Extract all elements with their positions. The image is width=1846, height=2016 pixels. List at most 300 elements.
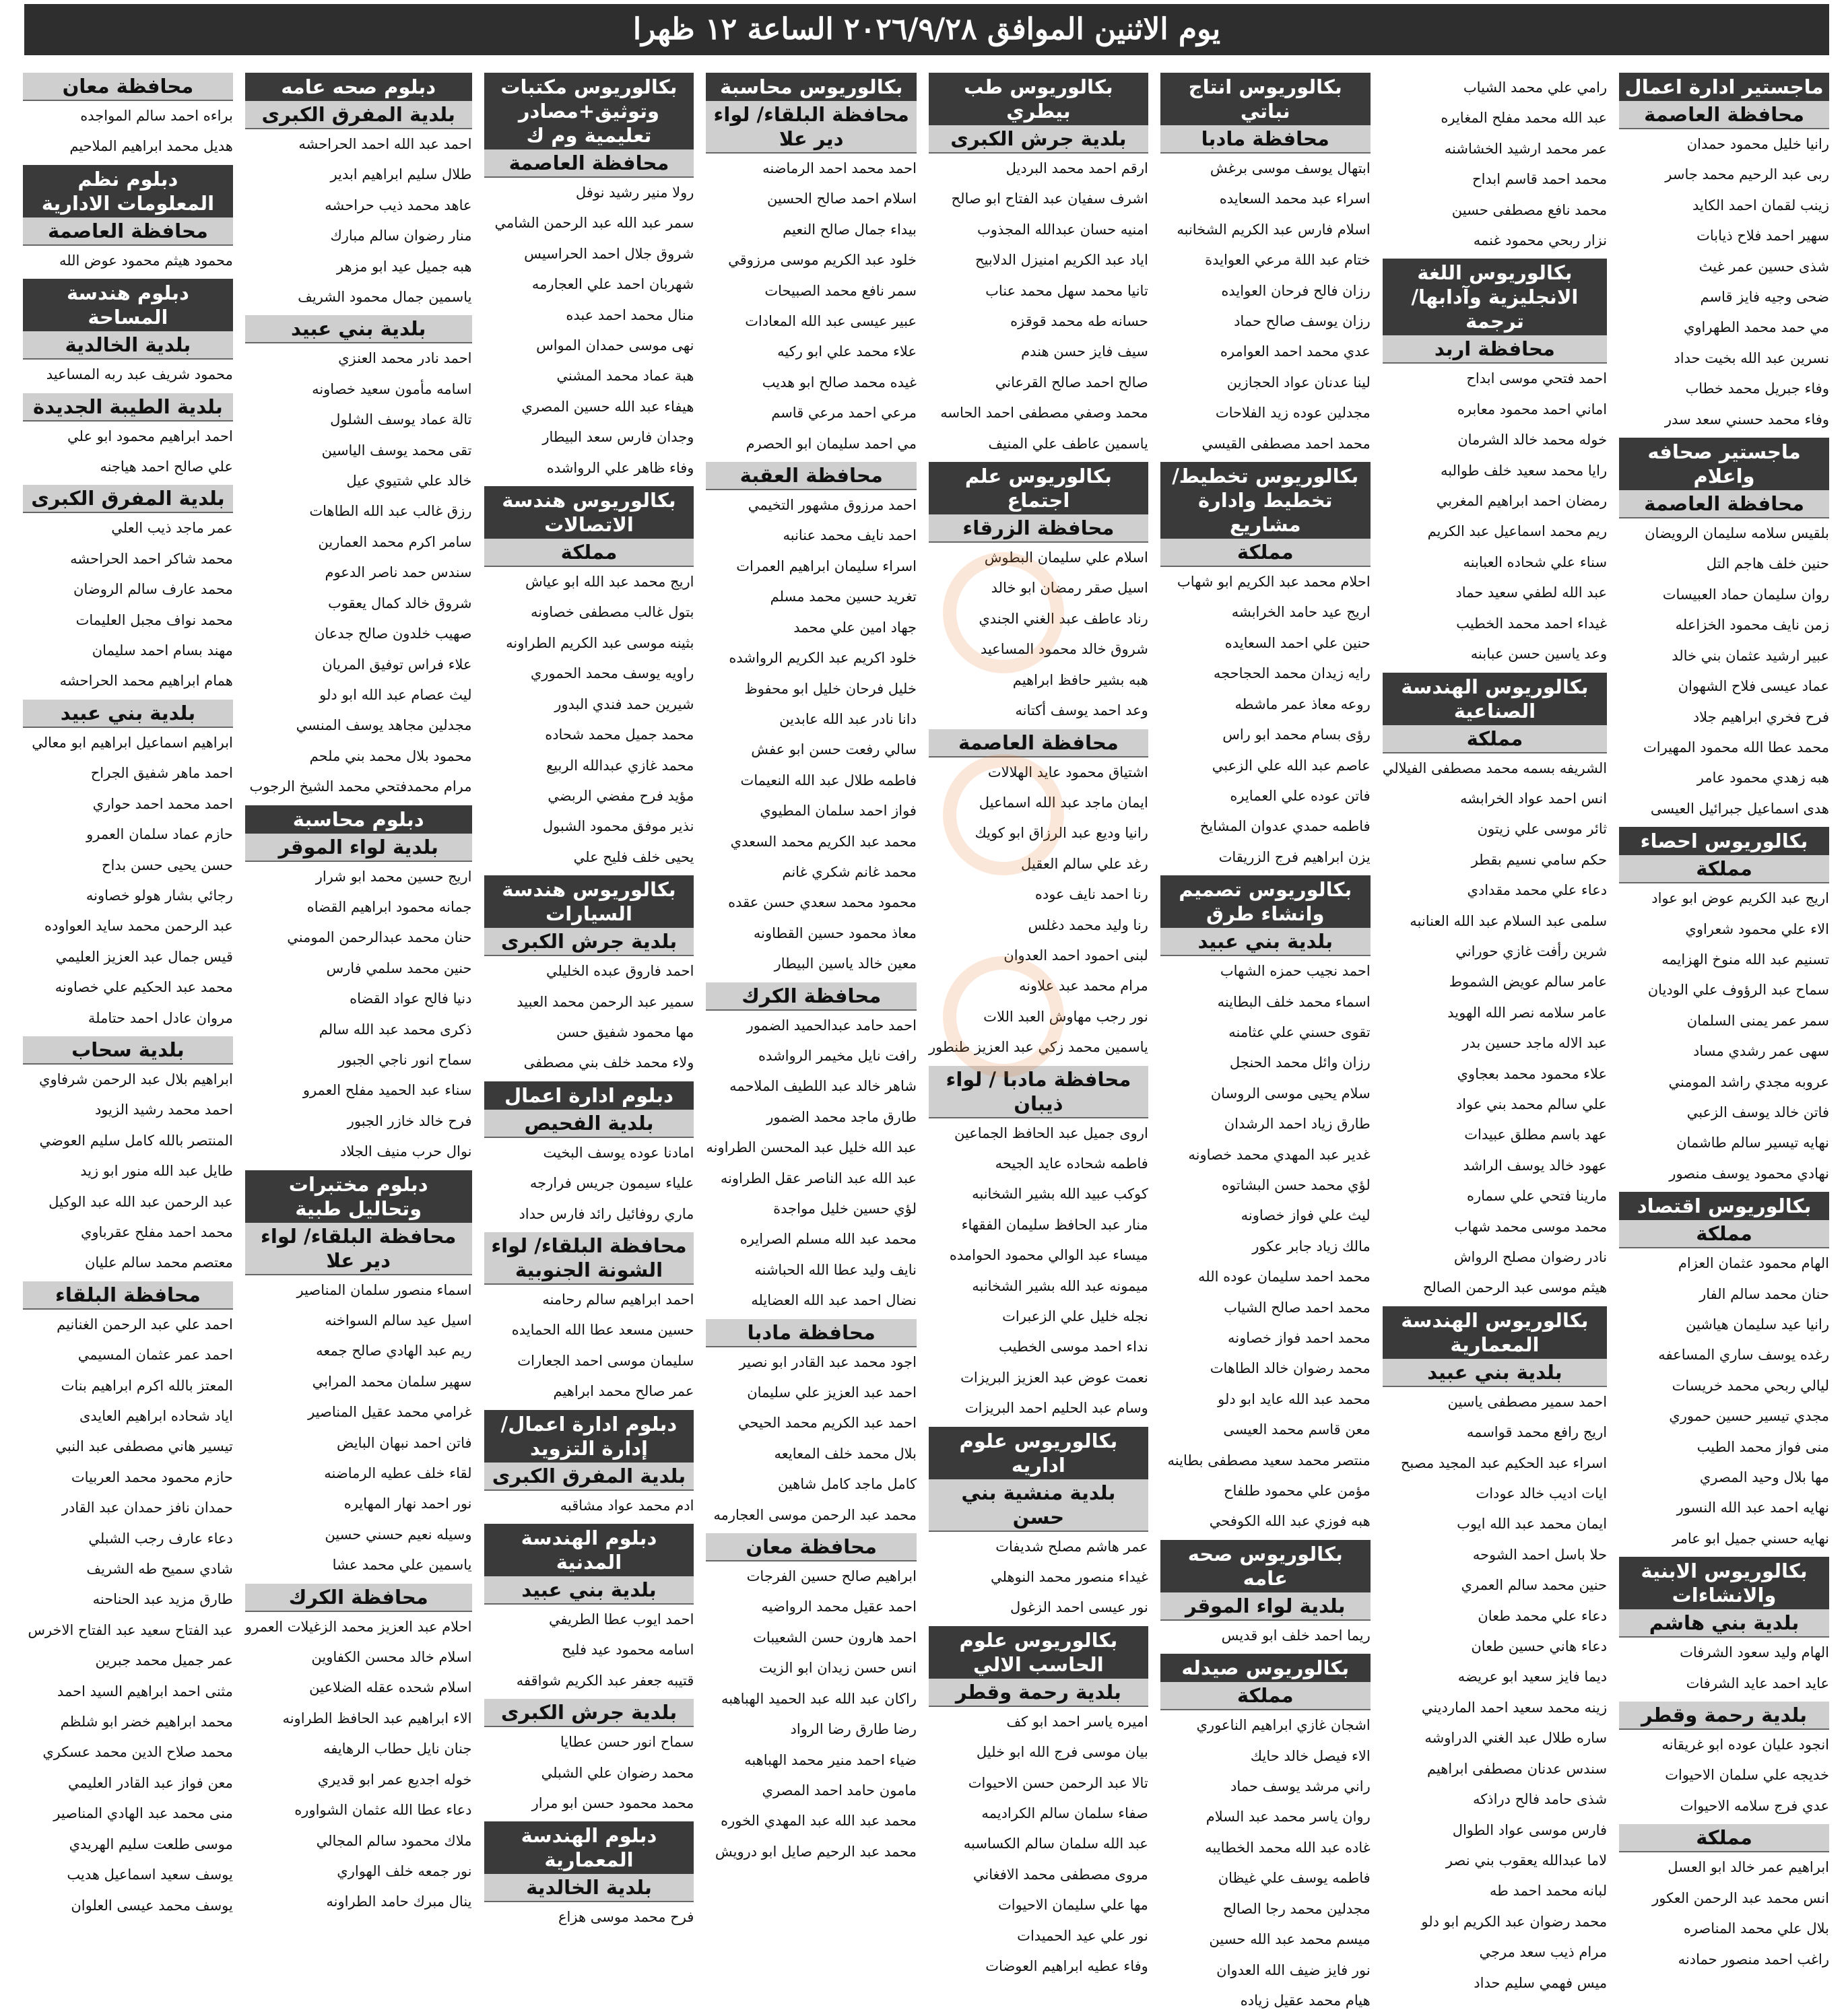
candidate-name: رولا منير رشيد نوفل [575,184,694,201]
candidate-name: شاهر خالد عبد اللطيف الملاحمه [729,1078,917,1095]
candidate-name: سالي رفعت حسن ابو عفش [751,741,917,758]
candidate-name: معاذ محمود حسين القطاونه [753,925,917,941]
candidate-name: اماني احمد محمود معابره [1457,401,1608,417]
candidate-name: اسلام شحده عقله الضلاعين [309,1679,472,1696]
degree-heading: دبلوم نظم المعلومات الادارية [23,165,233,217]
candidate-name: طايل عبد الله منور ابو زيد [80,1163,233,1180]
degree-heading: بكالوريوس احصاء [1619,827,1829,855]
candidate-name: ميساء عبد الوالي محمود الحوامده [949,1247,1148,1264]
candidate-name: محمود محمد سعدي حسن عقده [728,894,917,911]
candidate-name: منال محمد احمد عبده [566,306,694,323]
candidate-name: بثينه موسى عبد الكريم الطراونه [506,634,694,651]
region-heading: مملكة [1383,725,1607,753]
section [484,486,694,873]
candidate-name: رؤى بسام محمد ابو راس [1222,727,1371,743]
degree-heading: بكالوريوس اللغة الانجليزية وآدابها/ ترجمة [1383,259,1607,335]
section [484,1410,694,1521]
degree-heading: بكالوريوس صيدله [1160,1654,1371,1682]
section [23,1036,233,1279]
candidate-name: همام ابراهيم محمد الحراحشه [59,673,233,690]
candidate-name: اجود محمد عبد القادر ابو نصير [739,1353,917,1370]
candidate-name: محمد عارف سالم الروضان [73,581,233,598]
candidate-name: محمد عبد الله عايد ابو دلو [1218,1390,1371,1407]
degree-heading: دبلوم الهندسة المعمارية [484,1821,694,1874]
candidate-name: صالح احمد صالح القرعاني [995,374,1148,391]
candidate-name: ربى عبد الرحيم محمد جاسر [1665,166,1829,183]
degree-heading: بكالوريوس صحه عامه [1160,1540,1371,1592]
candidate-name: روان ياسر محمد عبد السلام [1206,1809,1371,1825]
candidate-name: حازم عماد سلمان العمرو [86,826,233,843]
region-heading: محافظة معان [706,1533,917,1561]
candidate-name: نذير موفق محمود الشبول [542,818,694,835]
candidate-name: وفاء جبريل محمد خطاب [1685,380,1829,397]
section [1160,462,1371,873]
region-heading: بلدية المفرق الكبرى [23,485,233,513]
candidate-name: راني مرشد يوسف حماد [1230,1778,1371,1795]
region-heading: محافظة مادبا [1160,125,1371,154]
degree-heading: بكالوريوس الهندسة المعمارية [1383,1306,1607,1359]
candidate-name: زينب لقمان احمد الكايد [1692,197,1829,213]
candidate-name: لؤي محمد حسن البشاتوه [1221,1176,1371,1193]
candidate-name: سمر عبد الله عبد الرحمن الشامي [494,215,694,232]
section [929,73,1148,459]
candidate-name: المعتز بالله اكرم ابراهيم بنات [61,1377,233,1394]
column-3 [1158,73,1373,2009]
candidate-name: براءه احمد سالم المواجده [80,108,233,124]
region-heading: بلدية سحاب [23,1036,233,1065]
candidate-name: رمضان احمد ابراهيم المغربي [1436,493,1608,510]
candidate-name: سمر نافع محمد الصبيحات [764,282,917,299]
region-heading: محافظة البلقاء/ لواء دير علا [245,1223,472,1275]
candidate-name: الاء فيصل خالد حايك [1250,1747,1371,1764]
candidate-name: حنين محمد سلمي فارس [326,960,472,976]
candidate-name: بتول غالب مصطفى خصاونه [531,604,694,621]
candidate-name: عبد الرحمن محمد سايد العواوده [44,918,233,935]
section [1619,1192,1829,1554]
candidate-name: عروبه مجدي راشد المومني [1668,1073,1829,1090]
candidate-name: علاء فراس توفيق المريان [322,656,472,673]
candidate-name: اسماء محمد خلف البطاينه [1217,993,1371,1010]
candidate-name: اريج حسين محمد ابو شرار [315,868,472,885]
candidate-name: فاطمه طلال عبد الله النعيمات [740,772,917,788]
candidate-name: سندس عدنان مصطفى ابراهيم [1426,1760,1608,1777]
candidate-name: شروق خالد محمود المساعيد [980,641,1148,658]
candidate-name: ميس فهمي سليم حداد [1474,1974,1608,1991]
section [245,73,472,312]
candidate-name: هيثم موسى عبد الرحمن الصالح [1422,1279,1608,1296]
region-heading: بلدية منشية بني حسن [929,1479,1148,1532]
candidate-name: محمود بلال محمد بني ملحم [309,747,472,764]
candidate-name: سهى عمر رشدي مساد [1693,1043,1829,1060]
candidate-name: دانا نادر عبد الله عابدين [779,710,917,727]
region-heading: محافظة العاصمة [484,149,694,178]
candidate-name: خلود عبد الكريم موسى مرزوقي [728,252,917,269]
region-heading: محافظة العقبة [706,462,917,490]
section [245,1584,472,1918]
region-heading: بلدية بني عبيد [1383,1359,1607,1387]
section [484,1081,694,1230]
candidate-name: معن قاسم محمد العيسى [1223,1421,1371,1438]
region-heading: مملكة [1619,855,1829,883]
candidate-name: يوسف سعيد اسماعيل هديب [67,1867,233,1883]
candidate-name: فواز احمد سلمان المطيوي [760,803,917,819]
candidate-name: علاء محمود محمد بعجاوي [1457,1065,1608,1082]
candidate-name: تالا عبد الرحمن حسن الاحيوات [968,1774,1148,1791]
section [929,1626,1148,1982]
candidate-name: عمر ماجد ذيب العلي [111,520,233,537]
region-heading: محافظة العاصمة [23,217,233,246]
candidate-name: قيس جمال عبد العزيز العليمي [55,948,233,965]
section [23,165,233,276]
candidate-name: احمد عمر عثمان المسيمي [77,1347,233,1364]
candidate-name: احمد ايوب عطا الطريفي [548,1611,694,1627]
candidate-name: نوال حرب منيف الجلاد [340,1143,472,1160]
candidate-name: نجله خليل علي الزعبرات [1002,1308,1148,1324]
region-heading: بلدية الخالدية [23,331,233,360]
candidate-name: احمد سمير مصطفى ياسين [1447,1393,1608,1410]
candidate-name: فرح خالد خازر الجبور [347,1112,472,1129]
degree-heading: بكالوريوس الابنية والانشاءات [1619,1557,1829,1609]
candidate-name: ياسمين عاطف علي المنيف [988,435,1148,452]
candidate-name: امنيه حسان عبدالله المجذوب [977,221,1148,238]
candidate-name: قتيبه جعفر عبد الكريم شواقفه [516,1672,694,1689]
candidate-name: اياد عبد الكريم امنيزل الدلابيح [975,252,1148,269]
candidate-name: اريج محمد عبد الله ابو عياش [525,574,694,591]
candidate-name: عماد عيسى فلاح الشهوان [1678,678,1829,695]
candidate-name: ياسمين جمال محمود الشريف [298,289,472,306]
candidate-name: عمر صالح محمد ابراهيم [553,1383,694,1400]
candidate-name: انس محمد عبد الرحمن العكور [1652,1889,1829,1906]
candidate-name: ملاك محمود سالم المجالي [316,1832,472,1849]
candidate-name: مجدلين محمد رجا الصالح [1222,1900,1371,1917]
candidate-name: هبه زهدي محمود عامر [1696,770,1829,786]
candidate-name: احلام عبد العزيز محمد الزغيلات العمرو [244,1618,472,1635]
candidate-name: بيداء جمال صالح النعيم [783,221,917,238]
candidate-name: ايمان ماجد عبد الله اسماعيل [979,794,1148,811]
candidate-name: محمد عبد الله مسلم الصرايره [739,1231,917,1248]
candidate-name: عدي فرج سلامه الاحيوات [1680,1797,1829,1814]
candidate-name: اريج عيد حامد الخرابشه [1231,604,1371,621]
candidate-name: اريج عبد الكريم عوض ابو عواد [1651,890,1829,907]
degree-heading: بكالوريوس علم اجتماع [929,462,1148,514]
column-6 [482,73,697,1926]
candidate-name: محمد موسى محمد شهاب [1454,1218,1608,1235]
candidate-name: سندس حمد ناصر الدعوم [325,564,472,581]
candidate-name: احمد محمد احمد حواري [92,795,233,812]
candidate-name: اميره ياسر احمد ابو كف [1006,1713,1148,1730]
candidate-name: عبد الاله ماجد حسين بدر [1462,1035,1608,1052]
candidate-name: مؤمن علي محمود طلفاح [1223,1483,1371,1500]
region-heading: محافظة العاصمة [1619,101,1829,129]
candidate-name: نور عيسى احمد الزغول [1010,1599,1148,1616]
candidate-name: مرام محمدفتحي محمد الشيخ الرجوب [249,778,472,795]
degree-heading: بكالوريوس هندسة السيارات [484,875,694,928]
candidate-name: روعه معاذ عمر ماشطه [1234,696,1371,712]
candidate-name: احمد فتحي موسى ابداح [1466,370,1608,387]
candidate-name: محمد عبد الرحيم صايل ابو درويش [715,1843,917,1860]
candidate-name: علياء سيمون جريس فرارجه [529,1175,694,1192]
candidate-name: هبه فوزي عبد الله الكوفحي [1209,1513,1371,1530]
candidate-name: محمد عبد الله عبد المهدي الخوره [721,1813,917,1829]
section [245,315,472,802]
region-heading: محافظة العاصمة [929,729,1148,758]
section [484,1524,694,1696]
candidate-name: رزق غالب عبد الله الطاهات [309,503,472,520]
candidate-name: مرام ذيب سعد مرجي [1479,1944,1608,1961]
candidate-name: ينال مبرك حامد الطراونه [326,1893,472,1910]
region-heading: مملكة [1619,1824,1829,1852]
candidate-name: هبه جميل عيد ابو مزهر [336,258,472,275]
candidate-name: نضال احمد عبد الله العضايله [751,1292,917,1309]
candidate-name: مالك زياد جابر عكور [1252,1238,1371,1254]
candidate-name: احمد عقيل محمد الرواضيه [761,1599,917,1615]
candidate-name: ايمان محمد عبد الله ايوب [1457,1516,1608,1533]
candidate-name: ابراهيم اسماعيل ابراهيم ابو معالي [32,734,233,751]
candidate-name: اشتياق محمود عايد الهلالات [987,764,1148,780]
candidate-name: غيده محمد صالح ابو هديب [762,374,917,391]
candidate-name: اروى جميل عبد الحافظ الجماعين [954,1124,1148,1141]
candidate-name: غيداء احمد محمد الخطيب [1456,615,1608,632]
candidate-name: سلمى عبد السلام عبد الله العنانبه [1410,912,1608,929]
candidate-name: روان سليمان حماد العبيسات [1662,586,1829,603]
region-heading: بلدية المفرق الكبرى [484,1463,694,1491]
candidate-name: عاصم عبد الله علي الزعبي [1212,757,1371,774]
candidate-name: حازم محمود محمد العربيات [71,1469,233,1485]
candidate-name: الاء ابراهيم عبد الحافظ الطراونه [282,1710,472,1726]
candidate-name: اسامه محمود عيد فليح [562,1642,694,1658]
region-heading: بلدية جرش الكبرى [484,1699,694,1727]
candidate-name: بلقيس سلامه سليمان الرويضان [1645,525,1829,542]
candidate-name: حنين محمد سالم العمري [1461,1577,1608,1594]
candidate-name: حسين مسعد عطا الله الحمايده [511,1322,694,1339]
candidate-name: فرح محمد موسى هزاع [558,1909,694,1926]
candidate-name: ثائر موسى علي زيتون [1477,821,1608,838]
degree-heading: دبلوم الهندسة المدنية [484,1524,694,1576]
candidate-name: ابراهيم بلال عبد الرحمن شرفاوي [39,1071,233,1087]
degree-heading: بكالوريوس علوم اداريه [929,1427,1148,1479]
candidate-name: تغريد حسين محمد مسلم [770,589,917,605]
candidate-name: مجدلين مجاهد يوسف المنسي [296,717,472,734]
candidate-name: لؤي حسين خليل مواجدة [773,1201,917,1217]
section [1383,259,1607,669]
region-heading: محافظة العاصمة [1619,490,1829,518]
candidate-name: رانيا عيد سليمان هياشين [1685,1316,1829,1333]
candidate-name: وعد ياسين حسن عبابنه [1470,646,1608,663]
section [1160,1654,1371,2016]
candidate-name: نور رجب مهاوش العبد اللات [983,1008,1148,1025]
section [929,729,1148,1063]
candidate-name: محمد رضوان خالد الطاهات [1210,1360,1371,1377]
candidate-name: محمد عبد الرحمن موسى العجارمه [713,1506,917,1523]
candidate-name: نهايه احمد عبد الله النسور [1676,1500,1829,1516]
candidate-name: شيرين حمد فندي البدور [554,696,694,712]
degree-heading: دبلوم ادارة اعمال [484,1081,694,1110]
candidate-name: كامل ماجد كامل شاهين [777,1476,917,1493]
degree-heading: بكالوريوس علوم الحاسب الالي [929,1626,1148,1679]
candidate-name: اسلام علي سليمان البطوش [984,549,1148,566]
degree-heading: بكالوريوس محاسبة [706,73,917,101]
candidate-name: غيداء منصور محمد النوهلي [991,1569,1148,1586]
section [484,1232,694,1407]
region-heading: بلدية لواء الموقر [245,834,472,862]
candidate-name: محمد محمود حسن ابو مرار [531,1795,694,1812]
candidate-name: خديجه علي سلمان الاحيوات [1665,1767,1829,1784]
candidate-name: اسراء سليمان ابراهيم العمرات [736,558,917,574]
candidate-name: عبير عيسى عبد الله المعادات [745,313,917,330]
candidate-name: احمد محمد رشيد الزيود [94,1102,233,1118]
degree-heading: بكالوريوس طب بيطري [929,73,1148,125]
candidate-name: تقى محمد يوسف الياسين [321,442,472,459]
candidate-name: كوكب عبيد الله بشير الشخانبه [972,1186,1148,1203]
section [23,1281,233,1921]
candidate-name: محمد عبد الحكيم علي خصاونه [55,979,233,996]
candidate-name: شذى حسين عمر غيث [1699,258,1829,275]
candidate-name: انس حسن زيدان ابو الزيت [759,1660,917,1677]
candidate-name: نزار ربحي محمود غنمه [1473,232,1608,249]
region-heading: بلدية بني عبيد [23,700,233,728]
candidate-name: محمد عبد الكريم محمد السعدي [730,833,917,850]
candidate-name: انس احمد عواد الخرابشه [1460,790,1608,807]
region-heading: بلدية بني عبيد [1160,928,1371,956]
candidate-name: اسيل صقر رمضان ابو خالد [991,580,1148,597]
candidate-name: فاطمه يوسف علي غيظان [1218,1870,1371,1887]
candidate-name: جهاد امين علي محمد [793,619,917,636]
candidate-name: احمد نادر محمد العنزي [338,350,472,367]
candidate-name: المنتصر بالله كامل سليم العوضي [39,1132,233,1149]
candidate-name: حنين خلف هاجم التل [1706,556,1829,572]
degree-heading: دبلوم مختبرات وتحاليل طبية [245,1170,472,1223]
candidate-name: ميمونه عبد الله بشير الشخانبه [972,1277,1148,1294]
region-heading: محافظة البلقاء/ لواء دير علا [706,101,917,154]
region-heading: بلدية جرش الكبرى [929,125,1148,154]
candidate-name: رغد علي سالم العقيل [1021,855,1148,872]
candidate-name: صهيب خلدون صالح جدعان [314,626,472,642]
candidate-name: عاهد محمد ذيب حراحشه [325,197,472,213]
candidate-name: علي صالح احمد هياجنه [100,459,233,475]
candidate-name: ليالي ربحي محمد خريسات [1672,1377,1829,1394]
column-8 [20,73,236,1914]
candidate-name: بيان موسى فرج الله ابو خليل [976,1744,1148,1761]
candidate-name: سهير احمد فلاح ذيابات [1696,228,1829,244]
candidate-name: عايد احمد عايد الشرفات [1686,1675,1829,1691]
candidate-name: رناد عاطف عبد الغني الجندي [979,610,1148,627]
candidate-name: رامي علي محمد الشياب [1463,79,1608,96]
section [23,393,233,483]
column-2 [1380,73,1610,1991]
candidate-name: سماح انور ناجي الجبور [338,1051,472,1068]
section [1160,875,1371,1537]
candidate-name: احمد عبد الله احمد الحراحشه [298,136,472,152]
candidate-name: اسلام احمد صالح الحسين [766,191,917,207]
degree-heading: ماجستير ادارة اعمال [1619,73,1829,101]
candidate-name: وسام عبد الحليم احمد البريزات [964,1400,1148,1417]
candidate-name: احمد عبد العزيز علي سليمان [747,1384,917,1401]
candidate-name: عهد باسم مطلق عبيدات [1464,1127,1608,1143]
candidate-name: مرعي احمد مرعي قاسم [771,405,917,422]
degree-heading: بكالوريوس انتاج نباتي [1160,73,1371,125]
candidate-name: شذى حامد فالح دراذكه [1473,1791,1608,1808]
section [1619,1702,1829,1821]
candidate-name: محمد غازي عبدالله الربيع [546,757,694,774]
candidate-name: موسى طلعت سليم الهريدي [69,1836,233,1852]
region-heading: بلدية رحمة وقطر [929,1679,1148,1707]
candidate-name: احمد نايف محمد عنانبه [783,527,917,544]
section [1619,73,1829,435]
candidate-name: اسلام فارس عبد الكريم الشخانبه [1177,221,1371,238]
candidate-name: محمد نافع مصطفى حسين [1451,201,1608,218]
candidate-name: رانيا وديع عبد الرزاق ابو كويك [975,825,1148,842]
candidate-name: سليمان موسى احمد الجعارات [517,1352,694,1369]
degree-heading: دبلوم ادارة اعمال/ إدارة التزويد [484,1410,694,1463]
region-heading: محافظة مادبا / لواء ذيبان [929,1066,1148,1118]
candidate-name: علاء محمد علي ابو ركيه [777,343,917,360]
candidate-name: ختام عبد اللة مرعي العوايدة [1205,252,1371,269]
section [1383,73,1607,256]
candidate-name: ساره طلال عبد الغني الدراوشه [1424,1730,1608,1747]
candidate-name: محمد صلاح الدين محمد عسكري [42,1744,233,1761]
candidate-name: مي احمد سليمان ابو الحصرم [746,435,917,452]
page-banner: يوم الاثنين الموافق ٢٠٢٦/٩/٢٨ الساعة ١٢ ظهرا [24,4,1829,55]
candidate-name: جنان نايل حطاب الرهايفه [323,1741,472,1757]
candidate-name: محمد رضوان علي الشبلي [541,1764,694,1781]
candidate-name: ماري روفائيل رائد فارس حداد [519,1205,694,1222]
candidate-name: دعاء علي محمد طعان [1478,1607,1608,1624]
candidate-name: تسنيم عبد الله منوخ الهزايمه [1661,951,1829,968]
candidate-name: وفاء محمد حسني سعد سدر [1664,411,1829,428]
candidate-name: نايف وليد عطا الله الحباشنه [754,1261,917,1278]
candidate-name: لقاء خلف عطيه الرماضنه [324,1465,472,1482]
candidate-name: رايه زيدان محمد الحجاحجه [1213,665,1371,682]
section [929,1066,1148,1424]
candidate-name: اسلام خالد محسن الكفاوين [311,1649,472,1666]
candidate-name: اسامه مأمون سعيد خصاونه [312,380,472,397]
candidate-name: ياسمين علي محمد عشا [332,1557,472,1574]
candidate-name: غرامي محمد عقيل المناصير [308,1404,472,1421]
candidate-name: مثنى احمد ابراهيم السيد احمد [57,1683,233,1700]
candidate-name: نهى موسى حمدان المواس [536,337,694,354]
candidate-name: احمد عبد الكريم محمد الحيحي [738,1415,917,1432]
candidate-name: احمد ابراهيم محمود ابو علي [67,428,233,444]
candidate-name: عبد الله خليل عبد المحسن الطراونه [706,1139,917,1156]
candidate-name: ادم محمد عواد مشاقبه [560,1497,694,1514]
candidate-name: هيام محمد عقيل زياده [1240,1992,1371,2009]
candidate-name: معين خالد ياسين البيطار [774,955,917,972]
candidate-name: حسانه طه محمد قوقزه [1010,313,1148,330]
candidate-name: احمد حامد عبدالحميد الضمور [746,1017,917,1034]
region-heading: مملكة [1619,1220,1829,1248]
candidate-name: شروق خالد كمال يعقوب [328,595,472,611]
candidate-name: ديما فايز سعيد ابو عريضه [1457,1669,1608,1685]
candidate-name: وفاء ظاهر علي الرواشده [546,459,694,476]
section [1619,438,1829,824]
candidate-name: نداء احمد موسى الخطيب [999,1339,1148,1355]
candidate-name: اسيل عيد سالم السواخنه [325,1312,472,1329]
candidate-name: غاده عبد الله محمد الخطايبه [1205,1839,1371,1856]
candidate-name: محمد شاكر احمد الحراحشه [70,550,233,567]
candidate-name: ابراهيم صالح حسين الفرجات [746,1568,917,1585]
candidate-name: ليث علي فواز خصاونه [1241,1207,1371,1224]
candidate-name: طارق مزيد عبد الحناحنه [92,1591,233,1608]
candidate-name: الهام وليد سعود الشرفات [1680,1644,1829,1661]
section [706,982,917,1316]
degree-heading: بكالوريوس اقتصاد [1619,1192,1829,1220]
candidate-name: محمد احمد صالح الشياب [1224,1299,1371,1316]
candidate-name: طلال سليم ابراهيم ابدير [330,166,472,183]
candidate-name: شرين رأفت غازي حوراني [1455,943,1608,960]
candidate-name: مروان عادل احمد حتاملة [88,1009,233,1026]
candidate-name: ارقم احمد محمد البرديل [1006,160,1148,176]
candidate-name: بلال محمد خلف المعايعه [774,1445,917,1462]
